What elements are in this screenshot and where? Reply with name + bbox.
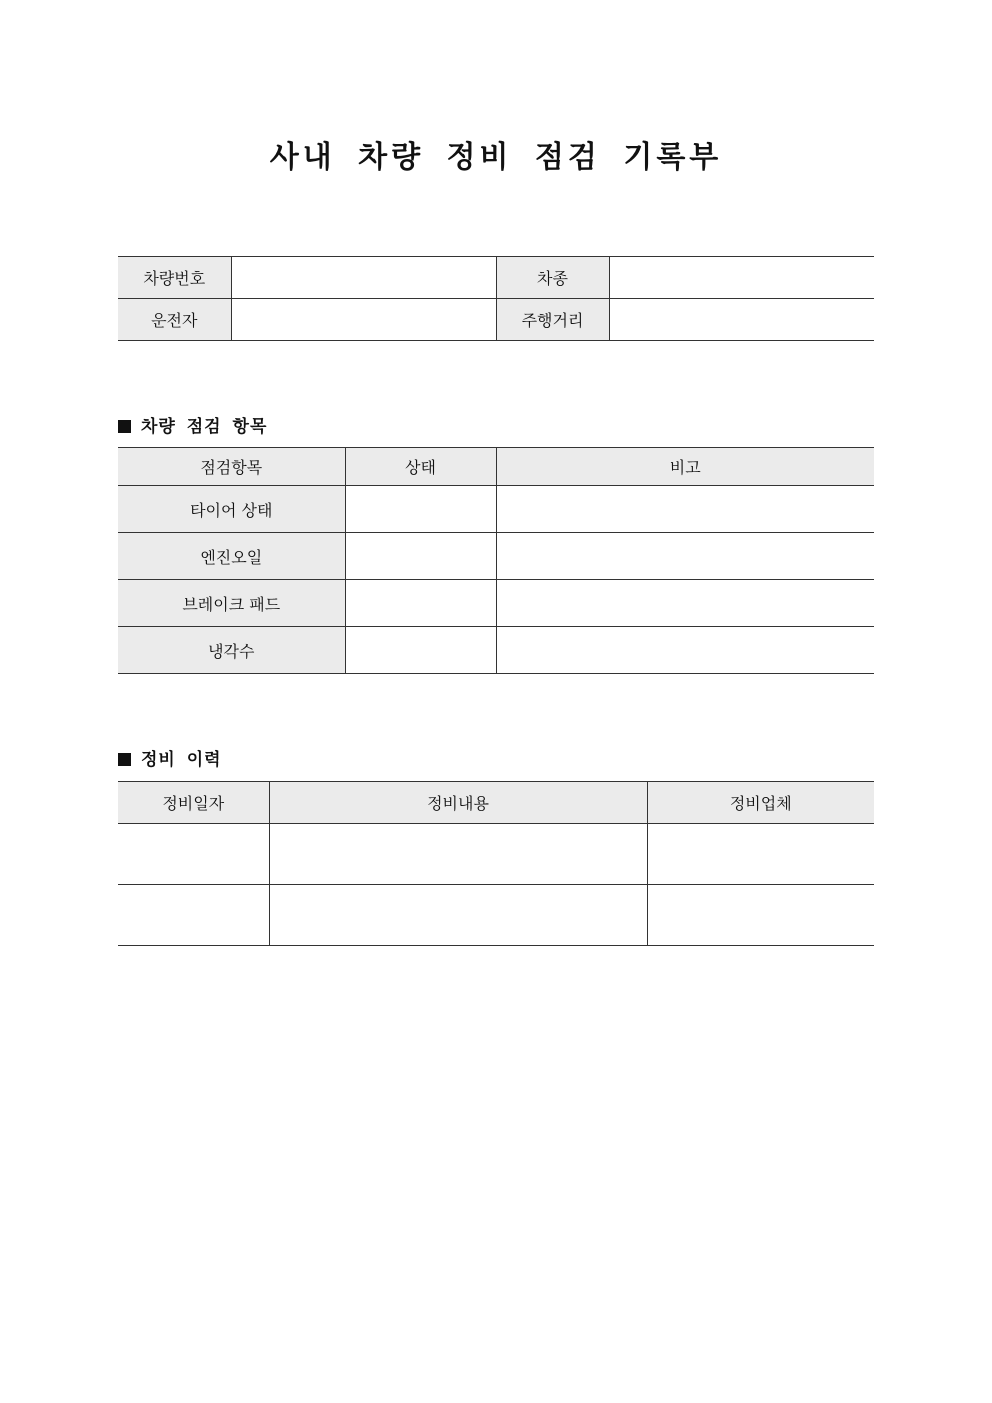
inspection-item: 냉각수 (118, 627, 345, 674)
content-field[interactable] (269, 824, 647, 885)
note-field[interactable] (496, 627, 874, 674)
inspection-table (118, 447, 874, 674)
note-field[interactable] (496, 580, 874, 627)
column-header-item: 점검항목 (118, 448, 345, 486)
table-row (118, 885, 874, 946)
note-field[interactable] (496, 533, 874, 580)
square-bullet-icon (118, 753, 131, 766)
note-field[interactable] (496, 486, 874, 533)
model-label: 차종 (496, 257, 609, 299)
vendor-field[interactable] (647, 885, 874, 946)
plate-field[interactable] (231, 257, 496, 299)
vendor-field[interactable] (647, 824, 874, 885)
driver-label: 운전자 (118, 299, 231, 341)
driver-field[interactable] (231, 299, 496, 341)
vehicle-info-table (118, 256, 874, 341)
history-section-heading (118, 745, 222, 770)
status-field[interactable] (345, 486, 496, 533)
table-row (118, 627, 874, 674)
square-bullet-icon (118, 420, 131, 433)
column-header-content: 정비내용 (269, 782, 647, 824)
table-row (118, 824, 874, 885)
column-header-note: 비고 (496, 448, 874, 486)
column-header-status: 상태 (345, 448, 496, 486)
column-header-vendor: 정비업체 (647, 782, 874, 824)
history-heading-text: 정비 이력 (141, 750, 222, 770)
date-field[interactable] (118, 824, 269, 885)
history-table (118, 781, 874, 946)
table-row (118, 580, 874, 627)
inspection-section-heading (118, 412, 267, 437)
date-field[interactable] (118, 885, 269, 946)
inspection-item: 엔진오일 (118, 533, 345, 580)
table-row (118, 533, 874, 580)
inspection-item: 타이어 상태 (118, 486, 345, 533)
status-field[interactable] (345, 533, 496, 580)
inspection-heading-text: 차량 점검 항목 (141, 417, 268, 437)
column-header-date: 정비일자 (118, 782, 269, 824)
page-title: 사내 차량 정비 점검 기록부 (269, 140, 723, 175)
status-field[interactable] (345, 580, 496, 627)
content-field[interactable] (269, 885, 647, 946)
mileage-label: 주행거리 (496, 299, 609, 341)
inspection-item: 브레이크 패드 (118, 580, 345, 627)
mileage-field[interactable] (609, 299, 874, 341)
table-row (118, 486, 874, 533)
plate-label: 차량번호 (118, 257, 231, 299)
model-field[interactable] (609, 257, 874, 299)
status-field[interactable] (345, 627, 496, 674)
